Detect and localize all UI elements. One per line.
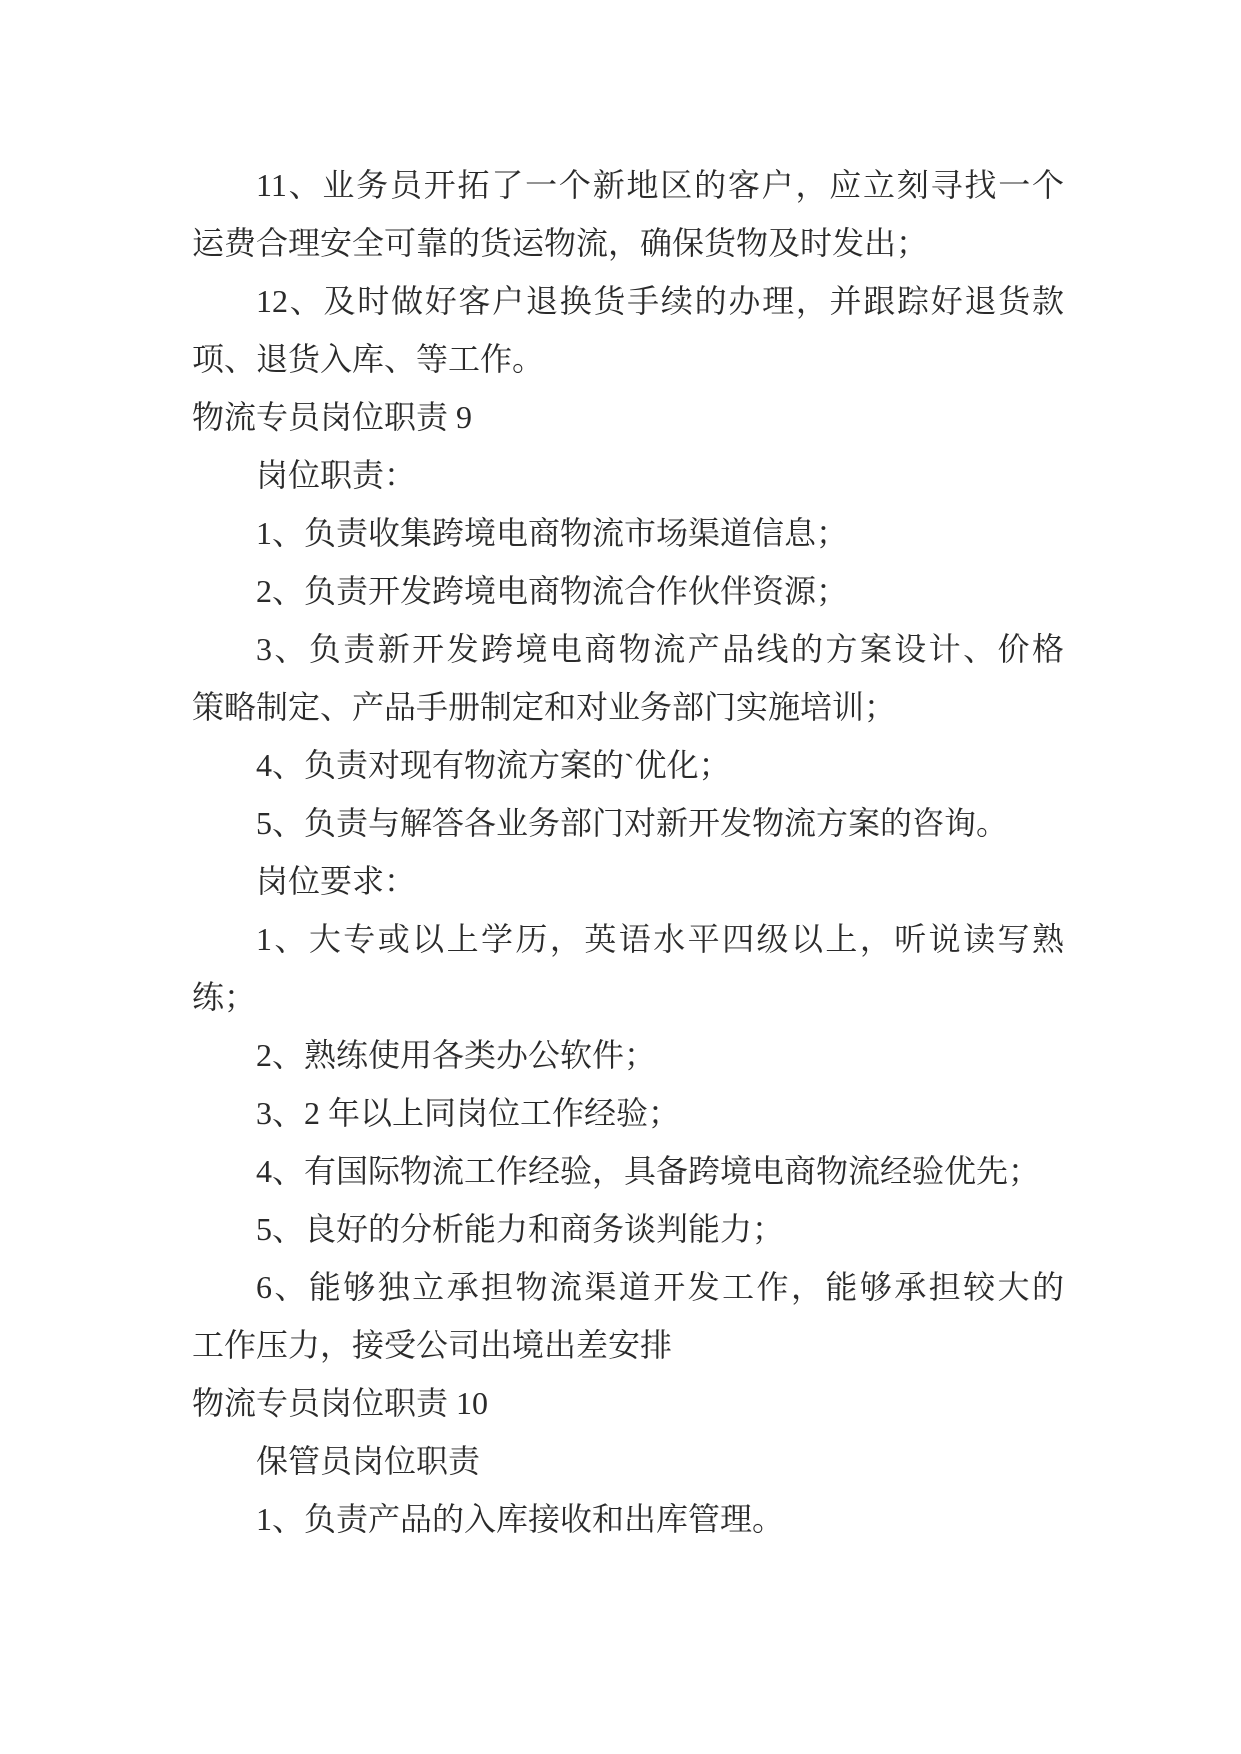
paragraph-line: 2、熟练使用各类办公软件； [256, 1037, 657, 1073]
paragraph-line: 保管员岗位职责 [256, 1443, 481, 1479]
paragraph-line: 策略制定、产品手册制定和对业务部门实施培训； [192, 689, 897, 725]
paragraph-line: 岗位职责： [256, 457, 417, 493]
paragraph-line: 2、负责开发跨境电商物流合作伙伴资源； [256, 573, 849, 609]
paragraph-line: 3、负责新开发跨境电商物流产品线的方案设计、价格 [256, 631, 1064, 667]
paragraph-line: 项、退货入库、等工作。 [192, 341, 545, 377]
paragraph-line: 1、大专或以上学历，英语水平四级以上，听说读写熟 [256, 921, 1064, 957]
paragraph-line: 1、负责产品的入库接收和出库管理。 [256, 1501, 785, 1537]
paragraph-line: 4、有国际物流工作经验，具备跨境电商物流经验优先； [256, 1153, 1041, 1189]
paragraph-line: 工作压力，接受公司出境出差安排 [192, 1327, 673, 1363]
section-heading: 物流专员岗位职责 9 [192, 399, 473, 435]
paragraph-line: 6、能够独立承担物流渠道开发工作，能够承担较大的 [256, 1269, 1064, 1305]
paragraph-line: 1、负责收集跨境电商物流市场渠道信息； [256, 515, 849, 551]
paragraph-line: 5、负责与解答各业务部门对新开发物流方案的咨询。 [256, 805, 1009, 841]
paragraph-line: 练； [192, 979, 257, 1015]
document-content [192, 156, 1064, 1548]
paragraph-line: 岗位要求： [256, 863, 417, 899]
paragraph-line: 4、负责对现有物流方案的`优化； [256, 747, 731, 783]
paragraph-line: 12、及时做好客户退换货手续的办理，并跟踪好退货款 [256, 283, 1064, 319]
paragraph-line: 11、业务员开拓了一个新地区的客户，应立刻寻找一个 [256, 167, 1064, 203]
paragraph-line: 3、2 年以上同岗位工作经验； [256, 1095, 681, 1131]
section-heading: 物流专员岗位职责 10 [192, 1385, 489, 1421]
paragraph-line: 5、良好的分析能力和商务谈判能力； [256, 1211, 785, 1247]
paragraph-line: 运费合理安全可靠的货运物流，确保货物及时发出； [192, 225, 929, 261]
